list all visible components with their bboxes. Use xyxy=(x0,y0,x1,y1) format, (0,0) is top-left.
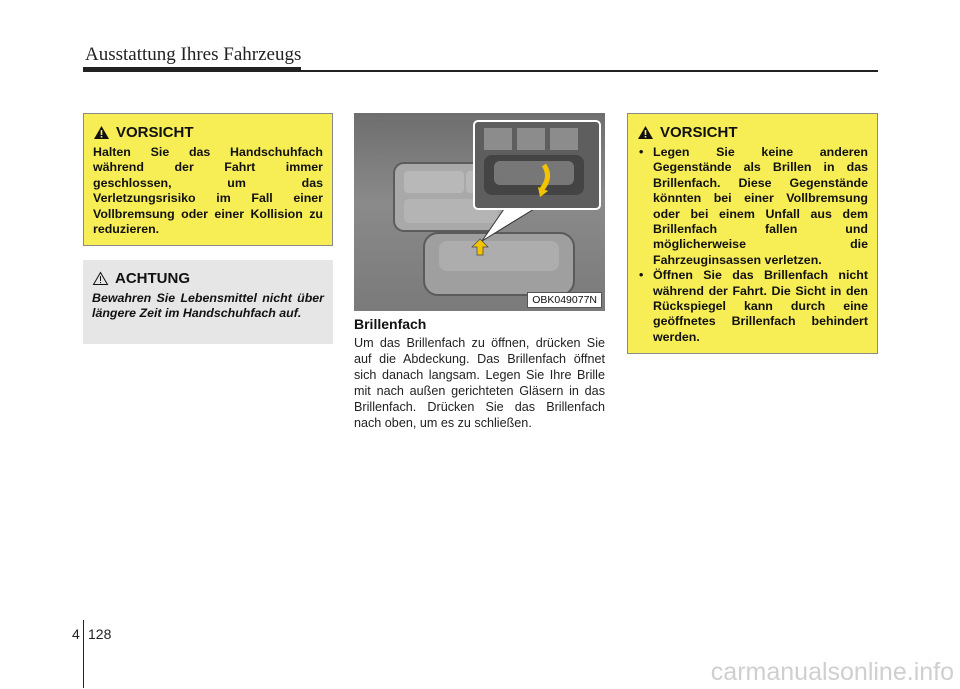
caution-bullet: • Öffnen Sie das Brillenfach nicht während der Fahrt. Die Sicht in den Rückspiegel kann durch eine geöffnetes Brillenfach behindert werden. xyxy=(637,268,868,345)
header-title: Ausstattung Ihres Fahrzeugs xyxy=(85,44,302,65)
caution-box-right xyxy=(627,113,878,354)
header-rule xyxy=(83,70,878,72)
caution-right-header xyxy=(637,124,868,141)
notice-box-left xyxy=(83,260,333,344)
notice-title: ACHTUNG xyxy=(115,270,190,287)
section-title: Brillenfach xyxy=(354,316,427,332)
caution-title: VORSICHT xyxy=(116,124,194,141)
caution-bullet-list xyxy=(637,145,868,345)
warning-icon xyxy=(93,125,110,140)
caution-bullet: • Legen Sie keine anderen Gegenstände als Brillen in das Brillenfach. Diese Gegenstände könnten bei einer Vollbremsung oder bei einem Unfall aus dem Brillenfach fallen und möglicherweise die Fahrzeuginsassen verletzen. xyxy=(637,145,868,268)
photo-illustration xyxy=(354,113,605,311)
notice-text: Bewahren Sie Lebensmittel nicht über längere Zeit im Handschuhfach auf. xyxy=(92,291,324,321)
warning-icon xyxy=(637,125,654,140)
chapter-number: 4 xyxy=(72,626,80,642)
footer-divider xyxy=(83,620,84,688)
notice-header xyxy=(92,270,324,287)
sunglass-holder-photo xyxy=(354,113,605,311)
caution-text: Halten Sie das Handschuhfach während der Fahrt immer geschlossen, um das Verletzungsrisiko im Fall einer Vollbremsung oder einer Kollision zu reduzieren. xyxy=(93,145,323,237)
figure-code: OBK049077N xyxy=(527,292,602,308)
caution-box-left xyxy=(83,113,333,246)
section-text: Um das Brillenfach zu öffnen, drücken Sie auf die Abdeckung. Das Brillenfach öffnet sich danach langsam. Legen Sie Ihre Brille mit nach außen gerichteten Gläsern in das Brillenfach. Drücken Sie das Brillenfach nach oben, um es zu schließen. xyxy=(354,336,605,430)
caution-right-title: VORSICHT xyxy=(660,124,738,141)
attention-icon xyxy=(92,271,109,286)
page-number: 128 xyxy=(88,626,112,642)
watermark: carmanualsonline.info xyxy=(710,658,954,686)
caution-header xyxy=(93,124,323,141)
